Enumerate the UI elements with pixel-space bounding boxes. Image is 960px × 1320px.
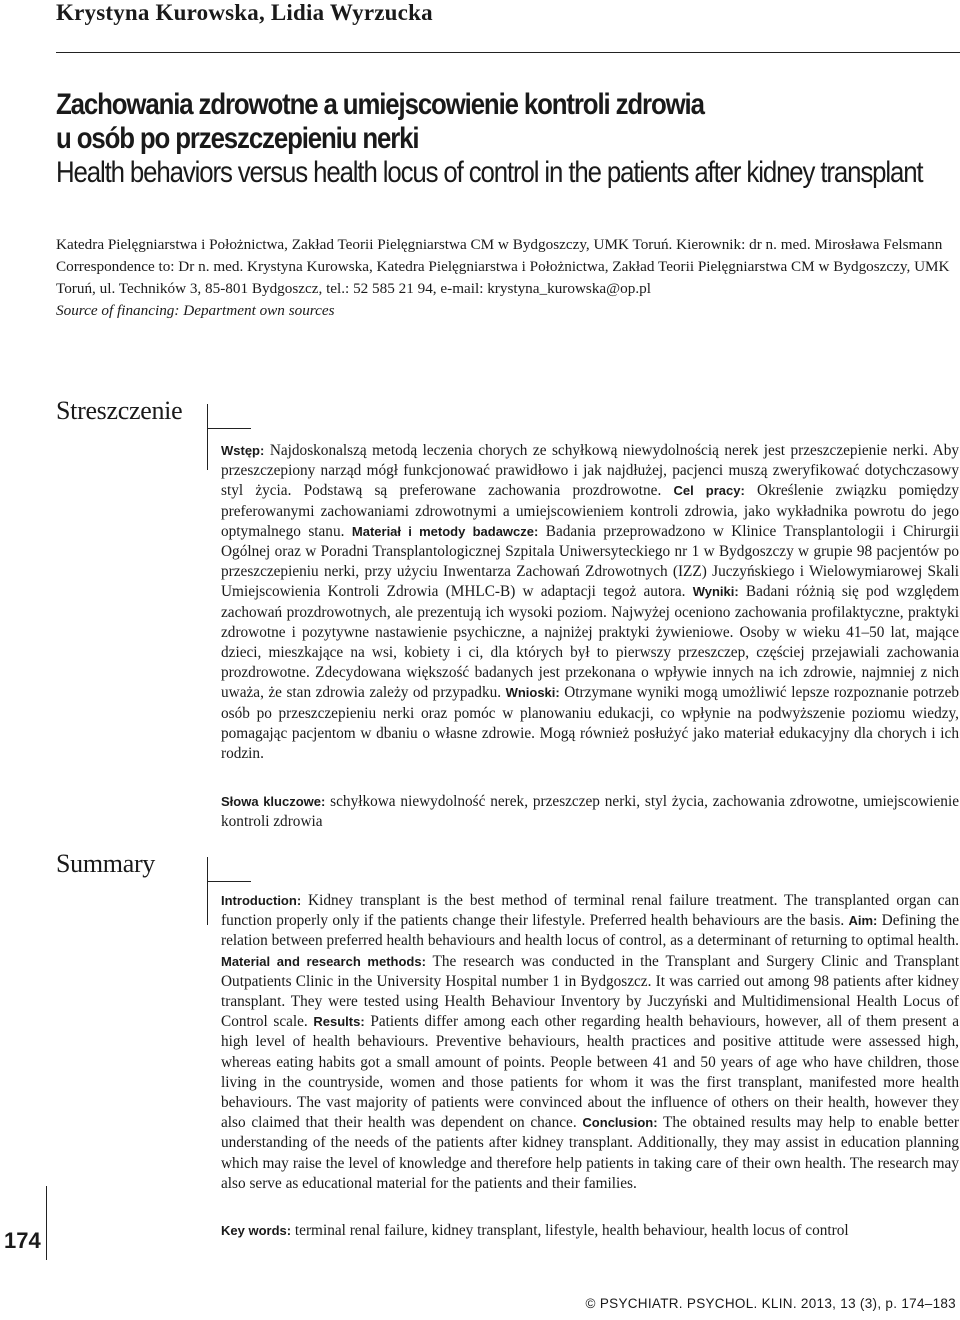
aim-text: Defining the relation between preferred health behaviours and health locus of control, as a determinant of returning to optimal health. [221, 912, 960, 950]
key-words-text: terminal renal failure, kidney transplant, lifestyle, health behaviour, health locus of control [294, 1222, 849, 1239]
introduction-label: Introduction: [221, 893, 302, 908]
title-polish-line-2: u osób po przeszczepieniu nerki [56, 122, 419, 155]
summary-heading: Summary [56, 849, 156, 878]
cel-label: Cel pracy: [673, 483, 745, 499]
introduction-text: Kidney transplant is the best method of terminal renal failure treatment. The transplanted organ can function properly only if the patients change their lifestyle. Preferred health behaviours are the basis. [221, 892, 959, 930]
slowa-kluczowe-text: schyłkowa niewydolność nerek, przeszczep nerki, styl życia, zachowania zdrowotne, umiejscowienie kontroli zdrowia [221, 793, 959, 831]
summary-bracket-vertical [207, 857, 208, 925]
conclusion-text: The obtained results may help to enable better understanding of the needs of the patients after kidney transplant. Additionally, they may assist in education planning which may raise the level of knowledge and therefore help patients in taking care of their own health. The research may also serve as educational material for the patients and their families. [221, 1114, 959, 1192]
key-words [221, 1221, 959, 1241]
header-rule [56, 52, 960, 53]
running-header-authors: Krystyna Kurowska, Lidia Wyrzucka [56, 0, 433, 25]
title-block [56, 88, 956, 190]
streszczenie-bracket-vertical [207, 404, 208, 470]
conclusion-label: Conclusion: [582, 1115, 658, 1131]
streszczenie-body [221, 441, 959, 764]
streszczenie-heading: Streszczenie [56, 396, 183, 425]
streszczenie-bracket-horizontal [207, 428, 251, 429]
financing-line: Source of financing: Department own sources [56, 302, 335, 319]
material-methods-label: Material and research methods: [221, 953, 426, 969]
key-words-label: Key words: [221, 1223, 292, 1238]
wstep-label: Wstęp: [221, 443, 265, 458]
slowa-kluczowe [221, 792, 959, 832]
affiliation-block [56, 234, 960, 322]
page-number: 174 [4, 1228, 41, 1253]
summary-bracket-horizontal [207, 881, 251, 882]
cel-text: Określenie związku pomiędzy preferowanymi zachowaniami zdrowotnymi a umiejscowieniem kontroli zdrowia, jako wykładnika powrotu do jego optymalnego stanu. [221, 482, 960, 540]
page-number-rule [46, 1186, 47, 1260]
wyniki-text: Badani różnią się pod względem zachowań prozdrowotnych, ale prezentują ich wysoki poziom. Najwyżej oceniono zachowania profilaktyczne, praktyki zdrowotne i pozytywne nastawienie psychiczne, a najniżej praktyki żywieniowe. Osoby w wieku 41–50 lat, mające dzieci, mieszkające na wsi, kobiety i ci, dla których był to pierwszy przeszczep, częściej przejawiali zachowania prozdrowotne. Zdecydowana większość badanych jest przekonana o wpływie innych na ich zdrowie, najmniej z nich uważa, że stan zdrowia zależy od przypadku. [221, 583, 960, 702]
material-label: Materiał i metody badawcze: [351, 523, 539, 539]
summary-body [221, 891, 959, 1194]
journal-citation: © PSYCHIATR. PSYCHOL. KLIN. 2013, 13 (3), p. 174–183 [585, 1296, 956, 1311]
material-methods-text: The research was conducted in the Transplant and Surgery Clinic and Transplant Outpatients Clinic in the University Hospital number 1 in Bydgoszcz. It was carried out among 98 patients after kidney transplant. They were tested using Health Behaviour Inventory by Juczyński and Multidimensional Health Locus of Control scale. [221, 952, 959, 1031]
wnioski-text: Otrzymane wyniki mogą umożliwić lepsze rozpoznanie potrzeb osób po przeszczepieniu nerki oraz pomóc w planowaniu edukacji, co wpłynie na podwyższenie poziomu wiedzy, pomagając pacjentom w dbaniu o własne zdrowie. Mogą również posłużyć jako materiał edukacyjny dla chorych i ich rodzin. [221, 684, 960, 763]
correspondence-line: Correspondence to: Dr n. med. Krystyna Kurowska, Katedra Pielęgniarstwa i Położnictwa, Zakład Teorii Pielęgniarstwa CM w Bydgoszczy, UMK Toruń, ul. Techników 3, 85-801 Bydgoszcz, tel.: 52 585 21 94, e-mail: krystyna_kurowska@op.pl [56, 258, 950, 297]
results-text: Patients differ among each other regarding health behaviours, however, all of them present a high level of health behaviours. Preventive behaviours, health practices and positive attitude were assessed high, whereas eating habits got a small amount of points. People between 41 and 50 years of age who have children, those living in the countryside, women and those patients for whom it was the first transplant, manifested more health behaviours. The vast majority of patients were convinced about the influence of others on their health, however they also claimed that their health was dependent on chance. [221, 1013, 959, 1132]
wstep-text: Najdoskonalszą metodą leczenia chorych ze schyłkową niewydolnością nerek jest przeszczepienie nerki. Aby przeszczepiony narząd mógł funkcjonować prawidłowo i jak najdłużej, pacjenci muszą zweryfikować dotychczasowy styl życia. Podstawą są preferowane zachowania prozdrowotne. [221, 442, 959, 500]
title-english: Health behaviors versus health locus of control in the patients after kidney transplant [56, 156, 923, 189]
wnioski-label: Wnioski: [505, 685, 560, 701]
material-text: Badania przeprowadzono w Klinice Transplantologii i Chirurgii Ogólnej oraz w Poradni Transplantologicznej Szpitala Uniwersyteckiego nr 1 w Bydgoszczy w grupie 98 pacjentów po przeszczepieniu nerki, przy użyciu Inwentarza Zachowań Zdrowotnych (IZZ) Juczyńskiego i Wielowymiarowej Skali Umiejscowienia Kontroli Zdrowia (MHLC-B) w adaptacji tegoż autora. [221, 522, 959, 601]
slowa-kluczowe-label: Słowa kluczowe: [221, 794, 326, 809]
results-label: Results: [313, 1014, 365, 1030]
affiliation-line: Katedra Pielęgniarstwa i Położnictwa, Zakład Teorii Pielęgniarstwa CM w Bydgoszczy, UMK Toruń. Kierownik: dr n. med. Mirosława Felsmann [56, 236, 943, 253]
title-polish-line-1: Zachowania zdrowotne a umiejscowienie kontroli zdrowia [56, 88, 704, 121]
wyniki-label: Wyniki: [692, 584, 739, 600]
aim-label: Aim: [848, 913, 878, 929]
